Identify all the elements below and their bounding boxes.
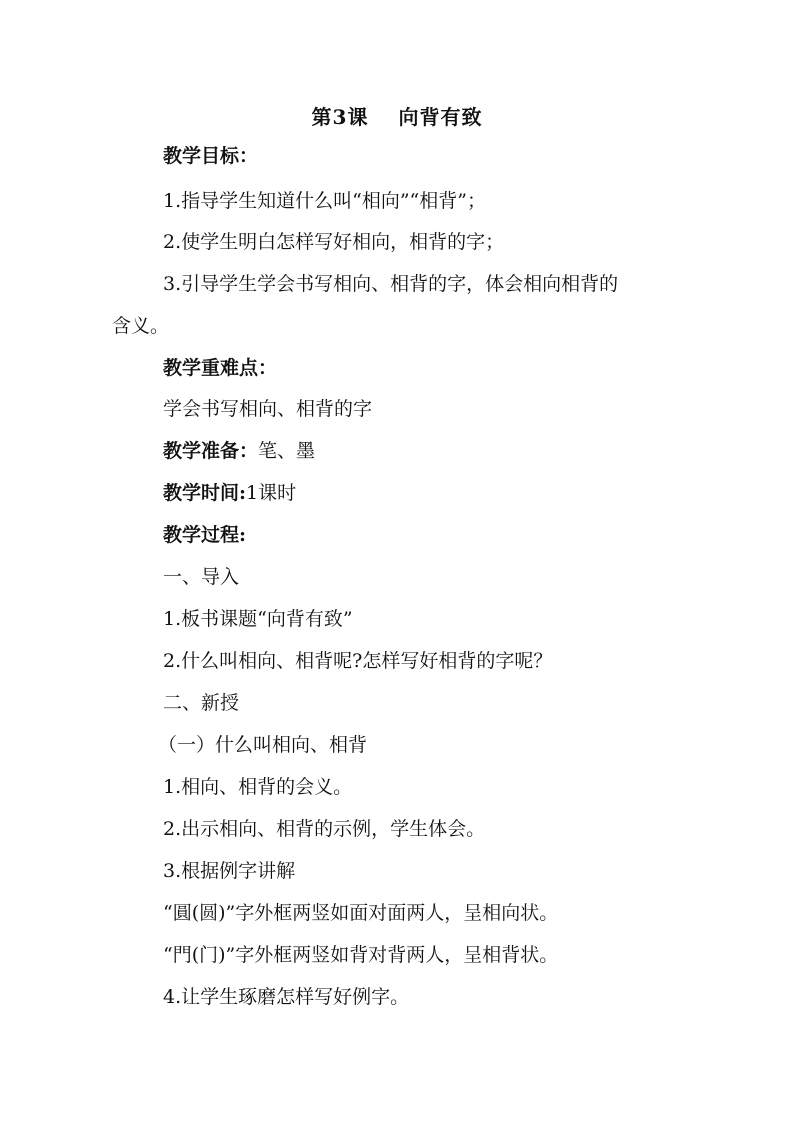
objective-item: 3.引导学生学会书写相向、相背的字，体会相向相背的 [163,273,619,295]
section-heading: 二、新授 [163,692,240,714]
list-item: 2.什么叫相向、相背呢?怎样写好相背的字呢？ [163,650,553,672]
difficulty-heading: 教学重难点： [163,357,278,379]
example-line: “圓(圆)”字外框两竖如面对面两人，呈相向状。 [163,902,559,924]
prep-text: 笔、墨 [258,440,316,462]
page-title [0,101,794,130]
subsection-heading: （一）什么叫相向、相背 [158,734,368,756]
time-line [163,477,296,509]
objective-item-continuation: 含义。 [112,315,170,337]
prep-heading: 教学准备： [163,440,259,462]
example-line: “門(门)”字外框两竖如背对背两人，呈相背状。 [163,944,559,966]
section-heading: 一、导入 [163,566,240,588]
time-text: 1课时 [246,482,297,504]
lesson-number: 第3课 [311,105,369,129]
list-item: 4.让学生琢磨怎样写好例字。 [163,986,410,1008]
prep-line [163,435,315,467]
list-item: 1.板书课题“向背有致” [163,608,353,630]
objectives-heading: 教学目标： [163,145,259,167]
list-item: 1.相向、相背的会义。 [163,776,353,798]
process-heading: 教学过程: [163,524,247,546]
time-heading: 教学时间: [163,482,247,504]
objective-item: 1.指导学生知道什么叫“相向”“相背”； [163,190,486,212]
list-item: 3.根据例字讲解 [163,860,296,882]
objective-item: 2.使学生明白怎样写好相向，相背的字； [163,231,505,253]
lesson-name: 向背有致 [398,105,483,129]
list-item: 2.出示相向、相背的示例，学生体会。 [163,818,486,840]
difficulty-text: 学会书写相向、相背的字 [163,398,373,420]
